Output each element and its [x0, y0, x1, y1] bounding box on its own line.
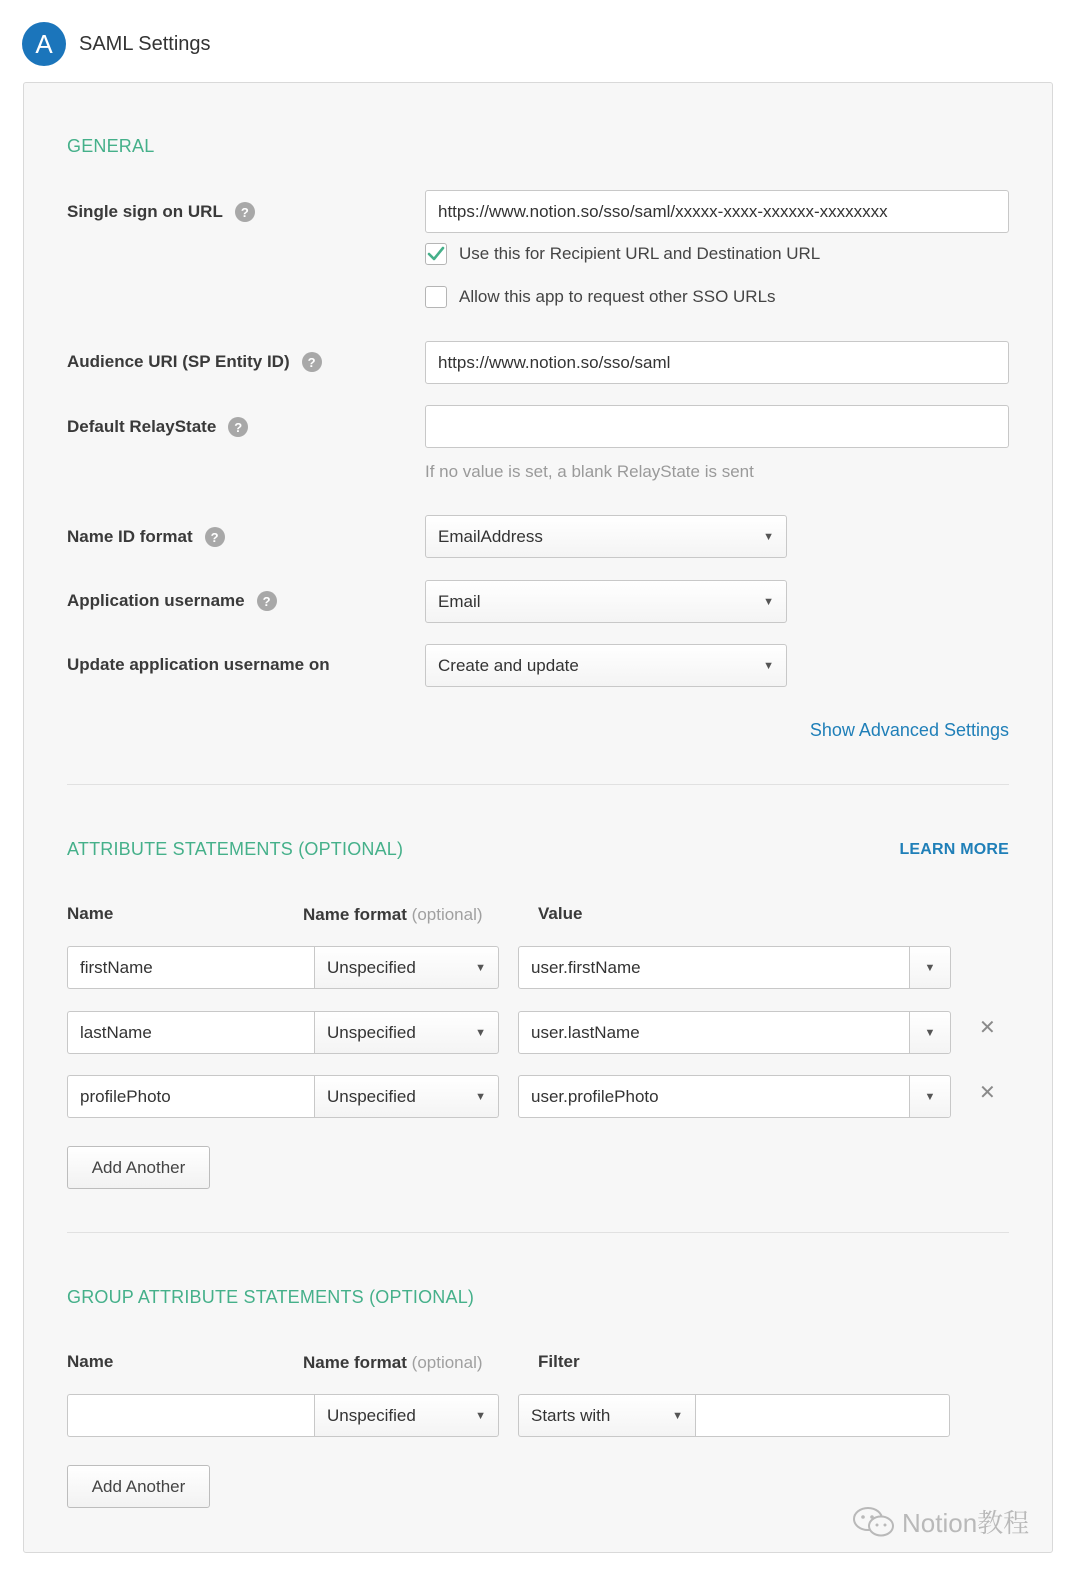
section-divider — [67, 784, 1009, 785]
relay-state-label-text: Default RelayState — [67, 417, 217, 436]
attr-format-value: Unspecified — [327, 957, 416, 977]
caret-down-icon: ▼ — [924, 1026, 936, 1039]
attr-name-input[interactable]: lastName — [67, 1011, 314, 1054]
attr-value-text[interactable]: user.firstName — [531, 957, 641, 977]
name-id-format-select[interactable] — [425, 515, 787, 558]
group-col-format-text: Name format — [303, 1353, 407, 1372]
attr-value-combobox[interactable] — [518, 1075, 951, 1118]
audience-uri-label — [67, 350, 322, 374]
page-title: SAML Settings — [79, 32, 211, 55]
other-sso-checkbox-label: Allow this app to request other SSO URLs — [459, 287, 776, 306]
name-id-format-label-text: Name ID format — [67, 527, 193, 546]
caret-down-icon: ▼ — [763, 530, 774, 543]
group-attribute-statements-title: GROUP ATTRIBUTE STATEMENTS (OPTIONAL) — [67, 1287, 475, 1307]
app-username-label-text: Application username — [67, 591, 245, 610]
group-add-another-button[interactable]: Add Another — [67, 1465, 210, 1508]
attr-value-dropdown-button[interactable] — [909, 1076, 950, 1117]
relay-state-hint: If no value is set, a blank RelayState is sent — [425, 462, 754, 481]
attr-col-format-optional: (optional) — [411, 905, 483, 924]
recipient-url-checkbox[interactable] — [425, 243, 447, 265]
attr-col-value: Value — [538, 904, 583, 923]
group-format-select[interactable] — [314, 1394, 499, 1437]
watermark — [852, 1503, 1029, 1540]
attr-format-select[interactable] — [314, 946, 499, 989]
app-username-label — [67, 589, 277, 613]
other-sso-checkbox[interactable] — [425, 286, 447, 308]
relay-state-label — [67, 415, 248, 439]
remove-row-icon[interactable]: ✕ — [979, 1017, 996, 1039]
group-col-name: Name — [67, 1352, 114, 1371]
caret-down-icon: ▼ — [672, 1409, 683, 1422]
attr-value-dropdown-button[interactable] — [909, 1012, 950, 1053]
update-username-label — [67, 653, 330, 677]
watermark-text: Notion教程 — [902, 1508, 1030, 1538]
recipient-url-checkbox-row[interactable] — [425, 243, 820, 265]
audience-uri-label-text: Audience URI (SP Entity ID) — [67, 352, 290, 371]
update-username-label-text: Update application username on — [67, 655, 330, 674]
show-advanced-settings-link[interactable]: Show Advanced Settings — [809, 720, 1009, 740]
caret-down-icon: ▼ — [475, 1090, 486, 1103]
caret-down-icon: ▼ — [924, 961, 936, 974]
caret-down-icon: ▼ — [475, 1409, 486, 1422]
other-sso-checkbox-row[interactable] — [425, 286, 776, 308]
caret-down-icon: ▼ — [475, 1026, 486, 1039]
sso-url-label-text: Single sign on URL — [67, 202, 223, 221]
attr-format-select[interactable] — [314, 1075, 499, 1118]
relay-state-input[interactable] — [425, 405, 1009, 448]
help-icon[interactable]: ? — [257, 591, 277, 611]
help-icon[interactable]: ? — [235, 202, 255, 222]
attr-format-value: Unspecified — [327, 1022, 416, 1042]
caret-down-icon: ▼ — [475, 961, 486, 974]
help-icon[interactable]: ? — [302, 352, 322, 372]
app-avatar: A — [22, 22, 66, 66]
remove-row-icon[interactable]: ✕ — [979, 1082, 996, 1104]
attr-value-dropdown-button[interactable] — [909, 947, 950, 988]
saml-settings-panel — [23, 82, 1053, 1553]
group-filter-value-input[interactable] — [695, 1394, 950, 1437]
group-col-format-optional: (optional) — [411, 1353, 483, 1372]
group-filter-type-value: Starts with — [531, 1405, 611, 1425]
attr-value-combobox[interactable] — [518, 946, 951, 989]
help-icon[interactable]: ? — [205, 527, 225, 547]
group-name-input[interactable] — [67, 1394, 314, 1437]
attr-col-format-text: Name format — [303, 905, 407, 924]
name-id-format-label — [67, 525, 225, 549]
update-username-value: Create and update — [438, 655, 579, 675]
audience-uri-input[interactable]: https://www.notion.so/sso/saml — [425, 341, 1009, 384]
learn-more-link[interactable]: LEARN MORE — [899, 841, 1009, 858]
group-col-filter: Filter — [538, 1352, 580, 1371]
group-col-format — [303, 1353, 483, 1373]
attribute-statements-title: ATTRIBUTE STATEMENTS (OPTIONAL) — [67, 839, 404, 859]
attr-value-combobox[interactable] — [518, 1011, 951, 1054]
checkmark-icon — [427, 246, 445, 262]
caret-down-icon: ▼ — [924, 1090, 936, 1103]
general-section-title: GENERAL — [67, 136, 155, 156]
app-username-value: Email — [438, 591, 481, 611]
attr-value-text[interactable]: user.profilePhoto — [531, 1086, 659, 1106]
group-format-value: Unspecified — [327, 1405, 416, 1425]
attr-name-input[interactable]: profilePhoto — [67, 1075, 314, 1118]
page-header — [22, 22, 211, 66]
attr-value-text[interactable]: user.lastName — [531, 1022, 640, 1042]
app-username-select[interactable] — [425, 580, 787, 623]
attr-col-format — [303, 905, 483, 925]
sso-url-label — [67, 200, 255, 224]
caret-down-icon: ▼ — [763, 659, 774, 672]
caret-down-icon: ▼ — [763, 595, 774, 608]
help-icon[interactable]: ? — [228, 417, 248, 437]
attr-format-select[interactable] — [314, 1011, 499, 1054]
wechat-icon — [852, 1506, 896, 1538]
attr-add-another-button[interactable]: Add Another — [67, 1146, 210, 1189]
group-filter-type-select[interactable] — [518, 1394, 695, 1437]
attr-format-value: Unspecified — [327, 1086, 416, 1106]
section-divider — [67, 1232, 1009, 1233]
recipient-url-checkbox-label: Use this for Recipient URL and Destination URL — [459, 244, 821, 263]
attr-col-name: Name — [67, 904, 114, 923]
name-id-format-value: EmailAddress — [438, 526, 543, 546]
attr-name-input[interactable]: firstName — [67, 946, 314, 989]
sso-url-input[interactable]: https://www.notion.so/sso/saml/xxxxx-xxxx-xxxxxx-xxxxxxxx — [425, 190, 1009, 233]
update-username-select[interactable] — [425, 644, 787, 687]
